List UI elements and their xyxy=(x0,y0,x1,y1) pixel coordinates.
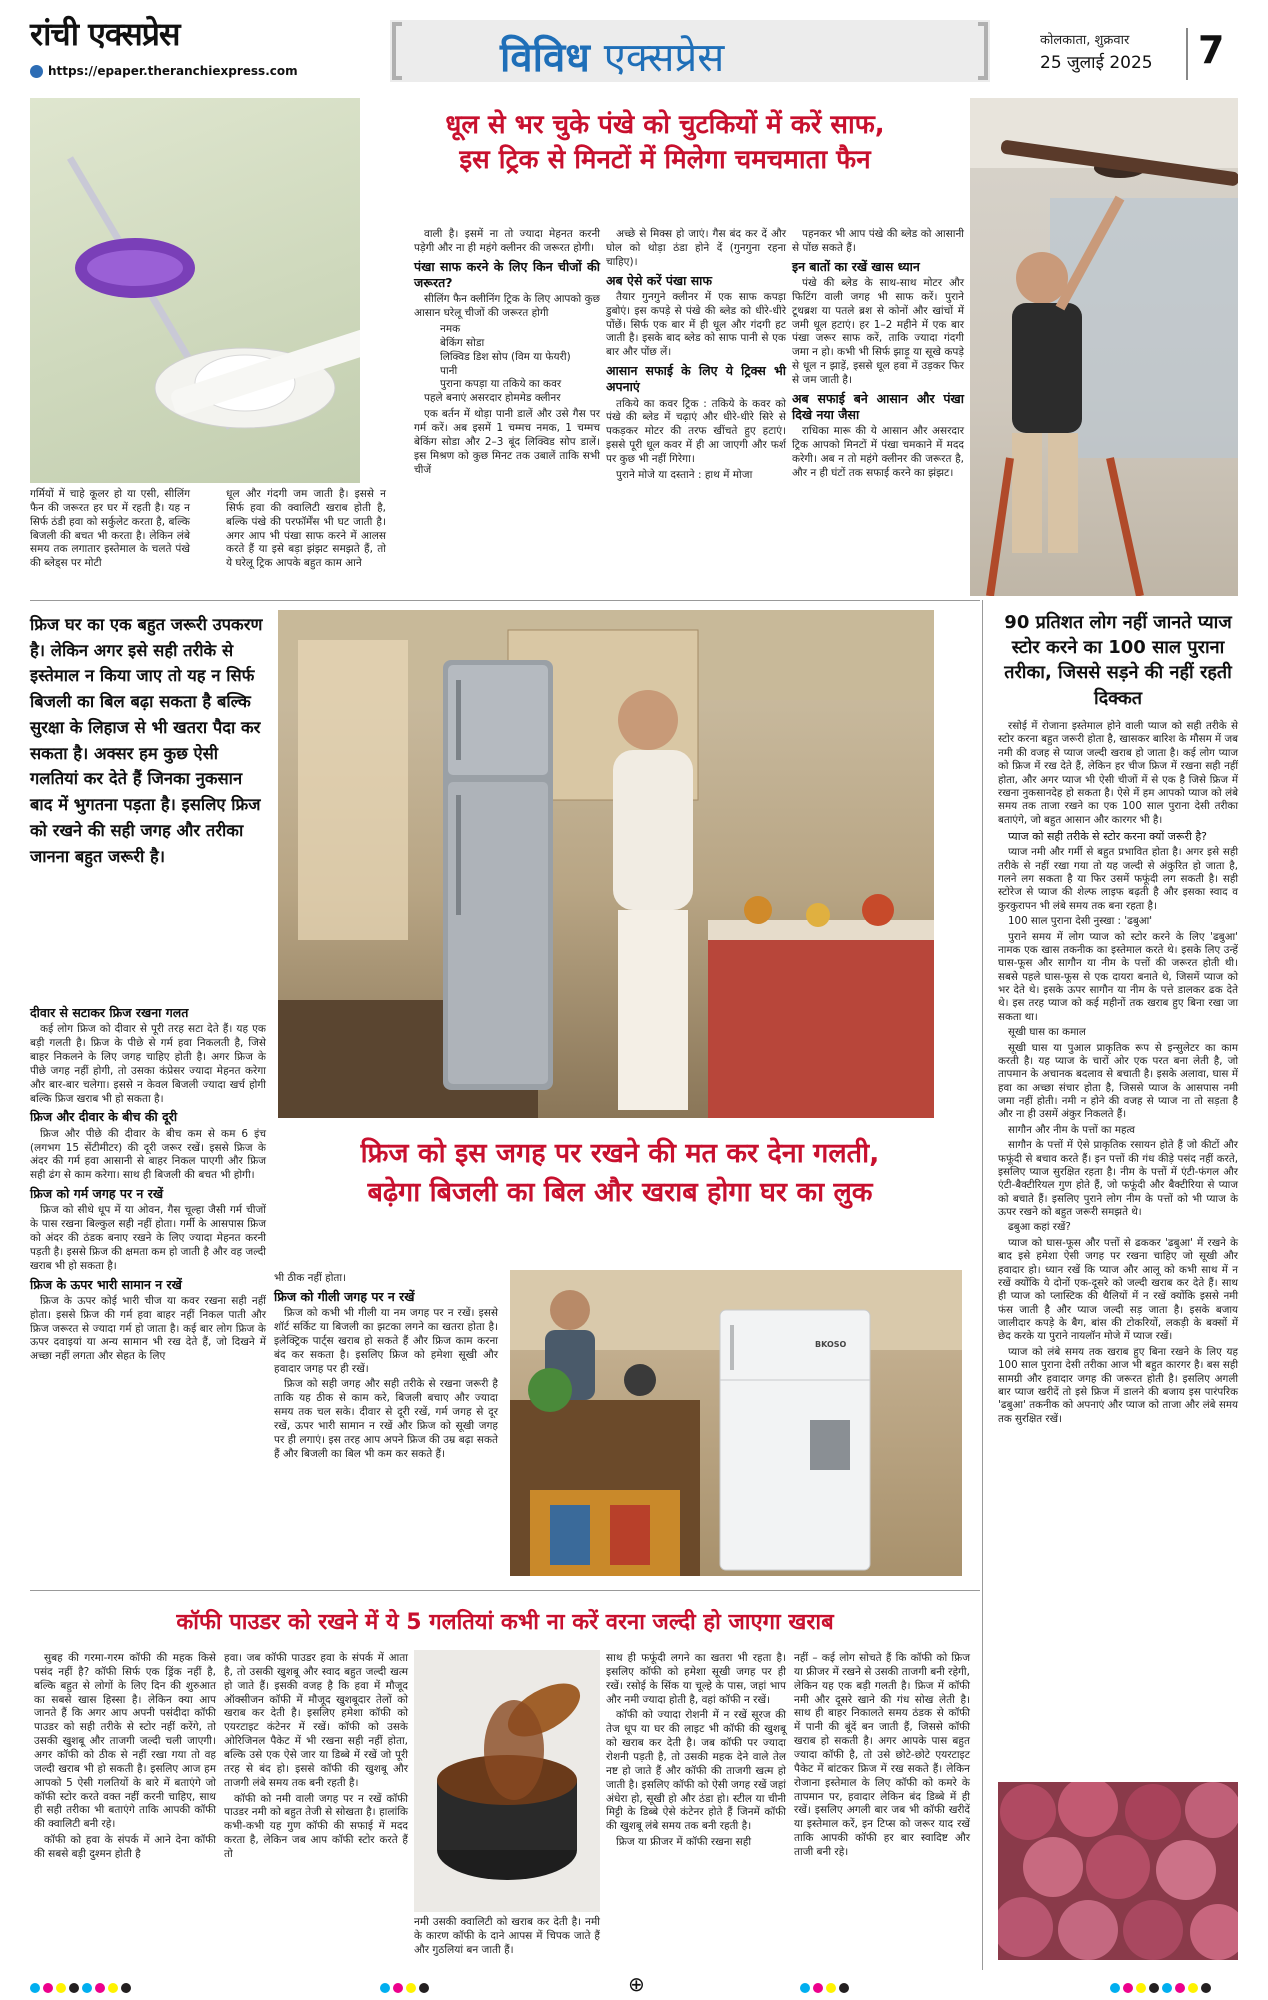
single-door-fridge-illustration xyxy=(510,1270,962,1576)
coffee-c3c: फ्रिज या फ्रीजर में कॉफी रखना सही xyxy=(616,1836,752,1849)
fan-col3-p2: सीलिंग फैन क्लीनिंग ट्रिक के लिए आपको कुछ आसान घरेलू चीजों की जरूरत होगी xyxy=(414,293,600,320)
fridge-c2-h1: फ्रिज को गीली जगह पर न रखें xyxy=(274,1288,415,1304)
onion-p6: प्याज को घास-फूस और पत्तों से ढककर 'ढबुआ' में रखने के बाद इसे हमेशा ऐसी जगह पर रखना चाहिए जो सूखी और हवादार हो। ध्यान रखें कि प्याज और आलू को कभी साथ में न रखें क्योंकि ये दोनों एक-दूसरे को जल्दी खराब कर देते हैं। साथ ही प्याज को प्लास्टिक की थैलियों में न रखें क्योंकि इससे नमी फंस जाती है और प्याज जल्दी सड़ जाता है। इसके बजाय जालीदार कपड़े के बैग, बांस की टोकरियों, लकड़ी के बक्सों में छेद करके या पुराने नायलॉन मोजे में प्याज रखें। xyxy=(998,1236,1238,1343)
coffee-col4 xyxy=(794,1652,970,1862)
epaper-url[interactable]: https://epaper.theranchiexpress.com xyxy=(48,64,298,78)
url-row xyxy=(30,64,298,78)
divider xyxy=(30,600,980,601)
fridge-h1: दीवार से सटाकर फ्रिज रखना गलत xyxy=(30,1005,189,1020)
fan-col3-p3: पहले बनाएं असरदार होममेड क्लीनर xyxy=(424,392,561,405)
onion-h2: 100 साल पुराना देसी नुस्खा : 'ढबुआ' xyxy=(1008,915,1153,928)
onion-p3: पुराने समय में लोग प्याज को स्टोर करने के लिए 'ढबुआ' नामक एक खास तकनीक का इस्तेमाल करते थे। इसके लिए उन्हें घास-फूस और सागौन या नीम के पत्तों की जरूरत होती थी। सबसे पहले घास-फूस से एक दायरा बनाते थे, जिसमें प्याज को भर देते थे। इसके ऊपर सागौन या नीम के पत्ते डालकर ढक देते थे। इस तरह प्याज को कई महीनों तक खराब हुए बिना रखा जा सकता था। xyxy=(998,930,1238,1023)
fridge-headline-line2: बढ़ेगा बिजली का बिल और खराब होगा घर का लुक xyxy=(367,1177,873,1209)
onion-p5: सागौन के पत्तों में ऐसे प्राकृतिक रसायन होते हैं जो कीटों और फफूंदी से बचाव करते हैं। इन पत्तों की गंध कीड़े पसंद नहीं करते, इसलिए प्याज सुरक्षित रहता है। नीम के पत्तों में एंटी-फंगल और एंटी-बैक्टीरियल गुण होते हैं, जो फफूंदी और बैक्टीरिया से प्याज को बचाते हैं। इसलिए पुराने लोग नीम के पत्तों को भी प्याज के ऊपर रखने को बहुत जरूरी समझते थे। xyxy=(998,1139,1238,1219)
fan-col4-p3: तकिये का कवर ट्रिक : तकिये के कवर को पंखे की ब्लेड में चढ़ाएं और धीरे-धीरे सिरे से पकड़कर मोटर की तरफ खींचते हुए हटाएं। इससे पूरी धूल कवर में ही आ जाएगी और फर्श पर कुछ भी नहीं गिरेगा। xyxy=(606,397,786,466)
fan-item: लिक्विड डिश सोप (विम या फेयरी) xyxy=(440,350,571,363)
page-number-divider xyxy=(1186,28,1188,80)
fridge-small-photo xyxy=(510,1270,962,1576)
fan-col5-p2: पंखे की ब्लेड के साथ-साथ मोटर और फिटिंग वाली जगह भी साफ करें। पुराने टूथब्रश या पतले ब्रश से कोनों और खांचों में जमी धूल हटाएं। हर 1–2 महीने में एक बार पंखा जरूर साफ करें, ताकि ज्यादा गंदगी जमा न हो। कभी भी सिर्फ झाड़ू या सूखे कपड़े से धूल न झाड़ें, इससे धूल हवा में उड़कर फिर से जम जाती है। xyxy=(792,276,964,386)
man-cleaning-fan-illustration xyxy=(970,98,1238,596)
fan-col4-h1: अब ऐसे करें पंखा साफ xyxy=(606,272,713,288)
fan-col5-p1: पहनकर भी आप पंखे की ब्लेड को आसानी से पोंछ सकते हैं। xyxy=(792,228,964,254)
divider xyxy=(30,1590,980,1591)
fan-col5-h2: अब सफाई बने आसान और पंखा दिखे नया जैसा xyxy=(792,390,964,423)
issue-date: 25 जुलाई 2025 xyxy=(1040,53,1153,73)
column-divider xyxy=(982,600,983,1970)
fridge-col2 xyxy=(274,1272,498,1464)
fan-headline-line1: धूल से भर चुके पंखे को चुटकियों में करें साफ, xyxy=(445,110,885,140)
fan-col4 xyxy=(606,228,786,485)
coffee-col1 xyxy=(34,1652,216,1864)
coffee-c2b: कॉफी को नमी वाली जगह पर न रखें कॉफी पाउडर नमी को बहुत तेजी से सोखता है। हालांकि कभी-कभी यह गुण कॉफी की सफाई में मदद करता है, लेकिन जब आप कॉफी स्टोर करते हैं तो xyxy=(224,1792,408,1861)
section-title xyxy=(500,28,724,83)
onion-h1: प्याज को सही तरीके से स्टोर करना क्यों जरूरी है? xyxy=(1008,830,1208,843)
coffee-caption: नमी उसकी क्वालिटी को खराब कर देती है। नमी के कारण कॉफी के दाने आपस में चिपक जाते हैं और गुठलियां बन जाती हैं। xyxy=(414,1916,600,1956)
fridge-c2-p1: फ्रिज को कभी भी गीली या नम जगह पर न रखें। इससे शॉर्ट सर्किट या बिजली का झटका लगने का खतरा होता है। इलेक्ट्रिक पार्ट्स खराब हो सकते हैं और फ्रिज काम करना बंद कर सकता है। इसलिए फ्रिज को हमेशा सूखी और हवादार जगह पर ही रखें। xyxy=(274,1307,498,1375)
fridge-p3: फ्रिज को सीधे धूप में या ओवन, गैस चूल्हा जैसी गर्म चीजों के पास रखना बिल्कुल सही नहीं होता। गर्मी के आसपास फ्रिज को अंदर की ठंडक बनाए रखने के लिए ज्यादा मेहनत करनी पड़ती है। इससे फ्रिज की क्षमता कम हो जाती है और वह जल्दी खराब भी हो सकता है। xyxy=(30,1204,266,1272)
fan-col3 xyxy=(414,228,600,479)
fan-col4-p2: तैयार गुनगुने क्लीनर में एक साफ कपड़ा डुबोएं। इस कपड़े से पंखे की ब्लेड को धीरे-धीरे पोंछें। सिर्फ एक बार में ही धूल और गंदगी हट जाती है। इसके बाद ब्लेड को साफ पानी से एक बार और पोंछ लें। xyxy=(606,290,786,359)
coffee-c3: साथ ही फफूंदी लगने का खतरा भी रहता है। इसलिए कॉफी को हमेशा सूखी जगह पर ही रखें। रसोई के सिंक या चूल्हे के पास, जहां भाप और नमी ज्यादा होती है, वहां कॉफी न रखें। xyxy=(606,1652,786,1706)
coffee-col2 xyxy=(224,1652,408,1864)
coffee-col3 xyxy=(606,1652,786,1852)
onion-body xyxy=(998,720,1238,1428)
dateline xyxy=(1040,30,1153,73)
fridge-c2-p2: फ्रिज को सही जगह और सही तरीके से रखना जरूरी है ताकि यह ठीक से काम करे, बिजली बचाए और ज्यादा समय तक चल सके। दीवार से दूरी रखें, गर्म जगह से दूर रखें, ऊपर भारी सामान न रखें और फ्रिज को सूखी जगह पर ही लगाएं। इस तरह आप अपने फ्रिज की उम्र बढ़ा सकते हैं और बिजली का बिल भी कम कर सकते हैं। xyxy=(274,1378,498,1460)
fan-col3-p4: एक बर्तन में थोड़ा पानी डालें और उसे गैस पर गर्म करें। अब इसमें 1 चम्मच नमक, 1 चम्मच बेकिंग सोडा और 2–3 बूंद लिक्विड सोप डालें। इस मिश्रण को कुछ मिनट तक उबालें ताकि सभी चीजें xyxy=(414,408,600,476)
onion-h5: ढबुआ कहां रखें? xyxy=(1008,1221,1071,1234)
fridge-kitchen-photo xyxy=(278,610,934,1118)
coffee-headline: कॉफी पाउडर को रखने में ये 5 गलतियां कभी ना करें वरना जल्दी हो जाएगा खराब xyxy=(176,1610,834,1635)
onion-p4: सूखी घास या पुआल प्राकृतिक रूप से इन्सुलेटर का काम करती है। यह प्याज के चारों ओर एक परत बना लेती है, जो तापमान के अचानक बदलाव से बचाती है। इसके अलावा, घास में हवा का अच्छा संचार होता है, जिससे प्याज के आसपास नमी जमा नहीं होती। नमी न होने की वजह से प्याज ना तो सड़ता है और ना ही उसमें अंकुर निकलते हैं। xyxy=(998,1041,1238,1121)
fridge-p4: फ्रिज के ऊपर कोई भारी चीज या कवर रखना सही नहीं होता। इससे फ्रिज की गर्म हवा बाहर नहीं निकल पाती और फ्रिज जरूरत से ज्यादा गर्म हो जाता है। कई बार लोग फ्रिज के ऊपर दवाइयां या अन्य सामान भी रख देते हैं, जो दिखने में अच्छा नहीं लगता और सेहत के लिए xyxy=(30,1294,266,1363)
fan-photo-right xyxy=(970,98,1238,596)
city-day: कोलकाता, शुक्रवार xyxy=(1040,33,1130,48)
fan-headline-line2: इस ट्रिक से मिनटों में मिलेगा चमचमाता फैन xyxy=(459,145,871,176)
fridge-h4: फ्रिज के ऊपर भारी सामान न रखें xyxy=(30,1276,182,1292)
fan-col5-p3: राधिका मारू की ये आसान और असरदार ट्रिक आपको मिनटों में पंखा चमकाने में मदद करेगी। अब न तो महंगे क्लीनर की जरूरत है, और न ही घंटों तक सफाई करने का झंझट। xyxy=(792,425,964,479)
coffee-photo xyxy=(414,1650,600,1912)
fan-item: बेकिंग सोडा xyxy=(440,336,485,349)
coffee-c1b: कॉफी को हवा के संपर्क में आने देना कॉफी की सबसे बड़ी दुश्मन होती है xyxy=(34,1834,216,1861)
onion-headline: 90 प्रतिशत लोग नहीं जानते प्याज स्टोर करने का 100 साल पुराना तरीका, जिससे सड़ने की नहीं रहती दिक्कत xyxy=(1004,612,1232,709)
fan-item: पुराना कपड़ा या तकिये का कवर xyxy=(440,378,562,391)
fan-col5 xyxy=(792,228,964,483)
color-registration-right-center xyxy=(800,1978,852,1997)
coffee-c4: नहीं – कई लोग सोचते हैं कि कॉफी को फ्रिज या फ्रीजर में रखने से उसकी ताजगी बनी रहेगी, लेकिन यह एक बड़ी गलती है। फ्रिज में कॉफी नमी और दूसरे खाने की गंध सोख लेती है। साथ ही बाहर निकालते समय ठंडक से कॉफी में पानी की बूंदें बन जाती हैं, जिससे कॉफी खराब हो सकती है। अगर आपके पास बहुत ज्यादा कॉफी है, तो उसे छोटे-छोटे एयरटाइट पैकेट में बांटकर फ्रिज में रख सकते हैं। लेकिन रोजाना इस्तेमाल के लिए कॉफी को कमरे के तापमान पर, हवादार लेकिन बंद डिब्बे में ही रखें। इसलिए अगली बार जब भी कॉफी खरीदें या इस्तेमाल करें, इन टिप्स को जरूर याद रखें ताकि आपकी कॉफी हर बार स्वादिष्ट और ताजी बनी रहे। xyxy=(794,1652,970,1859)
fan-col5-h1: इन बातों का रखें खास ध्यान xyxy=(792,258,920,274)
globe-icon xyxy=(30,65,43,78)
coffee-c1: सुबह की गरमा-गरम कॉफी की महक किसे पसंद नहीं है? कॉफी सिर्फ एक ड्रिंक नहीं है, बल्कि बहुत से लोगों के लिए दिन की शुरुआत का सबसे खास हिस्सा है। लेकिन क्या आप जानते हैं कि अगर आप अपनी पसंदीदा कॉफी पाउडर को सही तरीके से स्टोर नहीं करेंगे, तो उसकी खुशबू और ताजगी जल्दी चली जाएगी। अगर कॉफी को ठीक से नहीं रखा गया तो वह जल्दी खराब भी हो सकती है। इसलिए आज हम आपको 5 ऐसी गलतियों के बारे में बताएंगे जो कॉफी स्टोर करते वक्त नहीं करनी चाहिए, साथ ही सही तरीका भी बताएंगे ताकि आपकी कॉफी की क्वालिटी बनी रहे। xyxy=(34,1652,216,1831)
onions-illustration xyxy=(998,1782,1238,1960)
fan-headline xyxy=(370,108,960,178)
coffee-c2: हवा। जब कॉफी पाउडर हवा के संपर्क में आता है, तो उसकी खुशबू और स्वाद बहुत जल्दी खत्म हो जाते हैं। इसकी वजह है कि हवा में मौजूद ऑक्सीजन कॉफी में मौजूद खुशबूदार तेलों को खराब कर देती है। इसलिए हमेशा कॉफी को एयरटाइट कंटेनर में रखें। कॉफी को उसके ओरिजिनल पैकेट में भी रखना सही नहीं होता, बल्कि उसे एक ऐसे जार या डिब्बे में रखें जो पूरी तरह से बंद हो। इससे कॉफी की खुशबू और ताजगी लंबे समय तक बनी रहती है। xyxy=(224,1652,408,1789)
coffee-powder-illustration xyxy=(414,1650,600,1912)
coffee-c3b: कॉफी को ज्यादा रोशनी में न रखें सूरज की तेज धूप या घर की लाइट भी कॉफी की खुशबू को खराब कर देती है। जब कॉफी पर ज्यादा रोशनी पड़ती है, तो उसकी महक देने वाले तेल नष्ट हो जाते हैं और कॉफी की ताजगी खत्म हो जाती है। इसलिए कॉफी को ऐसी जगह रखें जहां अंधेरा हो, सूखी हो और ठंडा हो। स्टील या चीनी मिट्टी के डिब्बे ऐसे कंटेनर होते हैं जिनमें कॉफी की खुशबू लंबे समय तक बनी रहती है। xyxy=(606,1709,786,1833)
fan-col4-p1: अच्छे से मिक्स हो जाएं। गैस बंद कर दें और घोल को थोड़ा ठंडा होने दें (गुनगुना रहना चाहिए)। xyxy=(606,228,786,268)
page-number: 7 xyxy=(1198,28,1225,72)
kitchen-fridge-illustration xyxy=(278,610,934,1118)
section-title-b: एक्सप्रेस xyxy=(603,35,725,81)
masthead xyxy=(0,0,1268,88)
fan-col4-p4: पुराने मोजे या दस्ताने : हाथ में मोजा xyxy=(616,468,753,481)
onion-p1: रसोई में रोजाना इस्तेमाल होने वाली प्याज को सही तरीके से स्टोर करना बहुत जरूरी होता है, खासकर बारिश के मौसम में जब नमी की वजह से प्याज जल्दी खराब हो जाता है। कई लोग प्याज को फ्रिज में रख देते हैं, लेकिन हर चीज फ्रिज में रखना सही नहीं होता, और अगर प्याज भी ऐसी चीजों में से एक है जिसे फ्रिज में रखना नुकसानदेह हो सकता है। ऐसे में हम आपको प्याज को लंबे समय तक ताजा रखने का एक 100 साल पुराना देसी तरीका बताएंगे, जो बहुत आसान और कारगर भी है। xyxy=(998,720,1238,826)
fan-item: पानी xyxy=(440,364,458,377)
fridge-c2-p0: भी ठीक नहीं होता। xyxy=(274,1272,347,1284)
band-bracket-right xyxy=(978,22,988,80)
fridge-brand-label: BKOSO xyxy=(815,1340,847,1349)
fan-item: नमक xyxy=(440,322,461,335)
fan-photo-left xyxy=(30,98,360,483)
fridge-headline-line1: फ्रिज को इस जगह पर रखने की मत कर देना गलती, xyxy=(360,1138,880,1169)
fan-col4-h2: आसान सफाई के लिए ये ट्रिक्स भी अपनाएं xyxy=(606,363,786,395)
band-bracket-left xyxy=(392,22,402,80)
color-registration-center xyxy=(380,1978,432,1997)
ceiling-fan-illustration xyxy=(30,98,360,483)
onion-h4: सागौन और नीम के पत्तों का महत्व xyxy=(1008,1123,1135,1136)
section-title-a: विविध xyxy=(500,35,590,81)
onion-p2: प्याज नमी और गर्मी से बहुत प्रभावित होता है। अगर इसे सही तरीके से नहीं रखा गया तो यह जल्दी से अंकुरित हो जाता है, गलने लग सकता है या फिर उसमें फफूंदी लग सकती है। सही स्टोरेज से प्याज की शेल्फ लाइफ बढ़ती है और इसका स्वाद व कुरकुरापन भी लंबे समय तक बना रहता है। xyxy=(998,846,1238,912)
fridge-p2: फ्रिज और पीछे की दीवार के बीच कम से कम 6 इंच (लगभग 15 सेंटीमीटर) की दूरी जरूर रखें। इससे फ्रिज के अंदर की गर्म हवा आसानी से बाहर निकल पाएगी और फ्रिज सही ढंग से काम करेगा। साथ ही बिजली की बचत भी होगी। xyxy=(30,1127,266,1182)
register-mark-icon: ⊕ xyxy=(628,1972,645,1996)
paper-name: रांची एक्सप्रेस xyxy=(30,15,180,53)
fridge-lead: फ्रिज घर का एक बहुत जरूरी उपकरण है। लेकिन अगर इसे सही तरीके से इस्तेमाल न किया जाए तो यह न सिर्फ बिजली का बिल बढ़ा सकता है बल्कि सुरक्षा के लिहाज से भी खतरा पैदा कर सकता है। अक्सर हम कुछ ऐसी गलतियां कर देते हैं जिनका नुकसान बाद में भुगतना पड़ता है। इसलिए फ्रिज को रखने की सही जगह और तरीका जानना बहुत जरूरी है। xyxy=(30,615,263,866)
fan-col2: धूल और गंदगी जम जाती है। इससे न सिर्फ हवा की क्वालिटी खराब होती है, बल्कि पंखे की परफॉर्मेंस भी घट जाती है। अगर आप भी पंखा साफ करने में आलस करते हैं या इसे बड़ा झंझट समझते हैं, तो ये घरेलू ट्रिक आपके बहुत काम आने xyxy=(226,488,386,570)
fridge-p1: कई लोग फ्रिज को दीवार से पूरी तरह सटा देते हैं। यह एक बड़ी गलती है। फ्रिज के पीछे से गर्म हवा निकलती है, जिसे बाहर निकलने के लिए जगह चाहिए होती है। अगर फ्रिज के पीछे जगह नहीं होगी, तो उसका कंप्रेसर ज्यादा मेहनत करेगा और बार-बार चलेगा। इससे न केवल बिजली ज्यादा खर्च होगी बल्कि फ्रिज खराब भी हो सकता है। xyxy=(30,1023,266,1105)
fridge-h3: फ्रिज को गर्म जगह पर न रखें xyxy=(30,1186,164,1202)
onion-photo xyxy=(998,1782,1238,1960)
fridge-h2: फ्रिज और दीवार के बीच की दूरी xyxy=(30,1109,178,1125)
color-registration-right xyxy=(1110,1978,1214,1997)
onion-p7: प्याज को लंबे समय तक खराब हुए बिना रखने के लिए यह 100 साल पुराना देसी तरीका आज भी बहुत कारगर है। बस सही सामग्री और हवादार जगह की जरूरत होती है। इसलिए अगली बार प्याज खरीदें तो इसे फ्रिज में डालने की बजाय इस पारंपरिक 'ढबुआ' तकनीक को अपनाएं और प्याज को ताजा और लंबे समय तक सुरक्षित रखें। xyxy=(998,1345,1238,1425)
fridge-headline xyxy=(280,1134,960,1212)
onion-h3: सूखी घास का कमाल xyxy=(1008,1026,1086,1039)
fan-col3-h1: पंखा साफ करने के लिए किन चीजों की जरूरत? xyxy=(414,258,600,290)
fan-col1: गर्मियों में चाहे कूलर हो या एसी, सीलिंग फैन की जरूरत हर घर में रहती है। यह न सिर्फ ठंडी हवा को सर्कुलेट करता है, बल्कि बिजली की बचत भी करता है। लेकिन लंबे समय तक लगातार इस्तेमाल के चलते पंखे की ब्लेड्स पर मोटी xyxy=(30,488,190,570)
fan-col3-p1: वाली है। इसमें ना तो ज्यादा मेहनत करनी पड़ेगी और ना ही महंगे क्लीनर की जरूरत होगी। xyxy=(414,228,600,254)
color-registration-left xyxy=(30,1978,134,1997)
fridge-col1 xyxy=(30,1002,266,1366)
